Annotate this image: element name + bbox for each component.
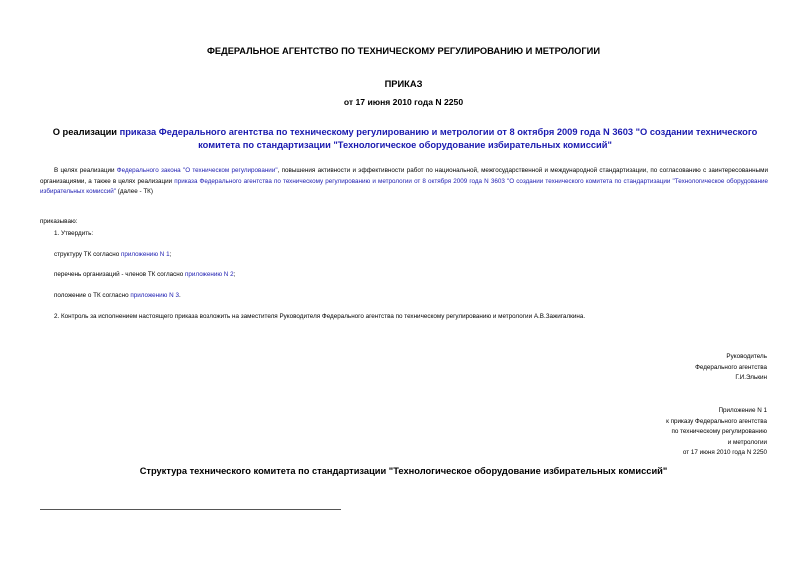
order-subject (40, 126, 770, 151)
horizontal-divider (40, 509, 341, 510)
order-item-1: 1. Утвердить: (54, 230, 94, 237)
order-item-2: 2. Контроль за исполнением настоящего приказа возложить на заместителя Руководителя Федерального агентства по техническому регулированию и метрологии А.В.Зажигалкина. (54, 313, 586, 320)
order-date: от 17 июня 2010 года N 2250 (343, 97, 464, 107)
structure-text: структуру ТК согласно (54, 251, 121, 258)
preamble-text-1: В целях реализации (54, 167, 117, 174)
members-end: ; (233, 271, 236, 278)
regulation-end: . (178, 292, 181, 299)
structure-end: ; (169, 251, 172, 258)
appendix-3-link[interactable]: приложению N 3 (130, 292, 179, 299)
subject-prefix: О реализации (52, 127, 120, 137)
appendix-date: от 17 июня 2010 года N 2250 (682, 449, 767, 456)
appendix-2-link[interactable]: приложению N 2 (185, 271, 234, 278)
agency-heading: ФЕДЕРАЛЬНОЕ АГЕНТСТВО ПО ТЕХНИЧЕСКОМУ РЕГУЛИРОВАНИЮ И МЕТРОЛОГИИ (206, 46, 601, 56)
signature-position: Руководитель (726, 353, 767, 360)
members-text: перечень организаций - членов ТК согласно (54, 271, 186, 278)
preamble-order-3603-link[interactable]: приказа Федерального агентства по техническому регулированию и метрологии от 8 октября 2009 года N 3603 "О создании технического комитета по стандартизации "Технологическое оборудование избирательных комиссий" (40, 177, 768, 195)
structure-title: Структура технического комитета по стандартизации "Технологическое оборудование избирательных комиссий" (139, 466, 668, 476)
subject-order-3603-link[interactable]: приказа Федерального агентства по техническому регулированию и метрологии от 8 октября 2009 года N 3603 "О создании технического комитета по стандартизации "Технологическое оборудование избирательных комиссий" (119, 127, 758, 150)
preamble-text-3: (далее - ТК) (116, 188, 153, 195)
appendix-1-link[interactable]: приложению N 1 (121, 251, 170, 258)
preamble-text-2: , повышения активности и эффективности работ по национальной, межгосударственной и международной стандартизации, по согласованию с заинтересованными организациями, а также в целях реализации (40, 167, 768, 185)
regulation-line (54, 292, 181, 299)
signature-block (695, 352, 767, 384)
appendix-header (666, 406, 767, 459)
order-intro: приказываю: (40, 218, 78, 225)
appendix-line-2: к приказу Федерального агентства (666, 417, 767, 425)
appendix-line-3: по техническому регулированию (671, 428, 767, 435)
signature-name: Г.И.Элькин (735, 374, 767, 381)
appendix-line-4: и метрологии (727, 438, 767, 446)
regulation-text: положение о ТК согласно (54, 292, 131, 299)
federal-law-link[interactable]: Федерального закона "О техническом регулировании" (116, 167, 278, 174)
structure-line (54, 251, 171, 258)
signature-agency: Федерального агентства (695, 363, 767, 371)
members-line (54, 271, 235, 278)
document-type: ПРИКАЗ (384, 79, 423, 89)
preamble-paragraph (40, 166, 768, 198)
appendix-number: Приложение N 1 (718, 407, 767, 414)
